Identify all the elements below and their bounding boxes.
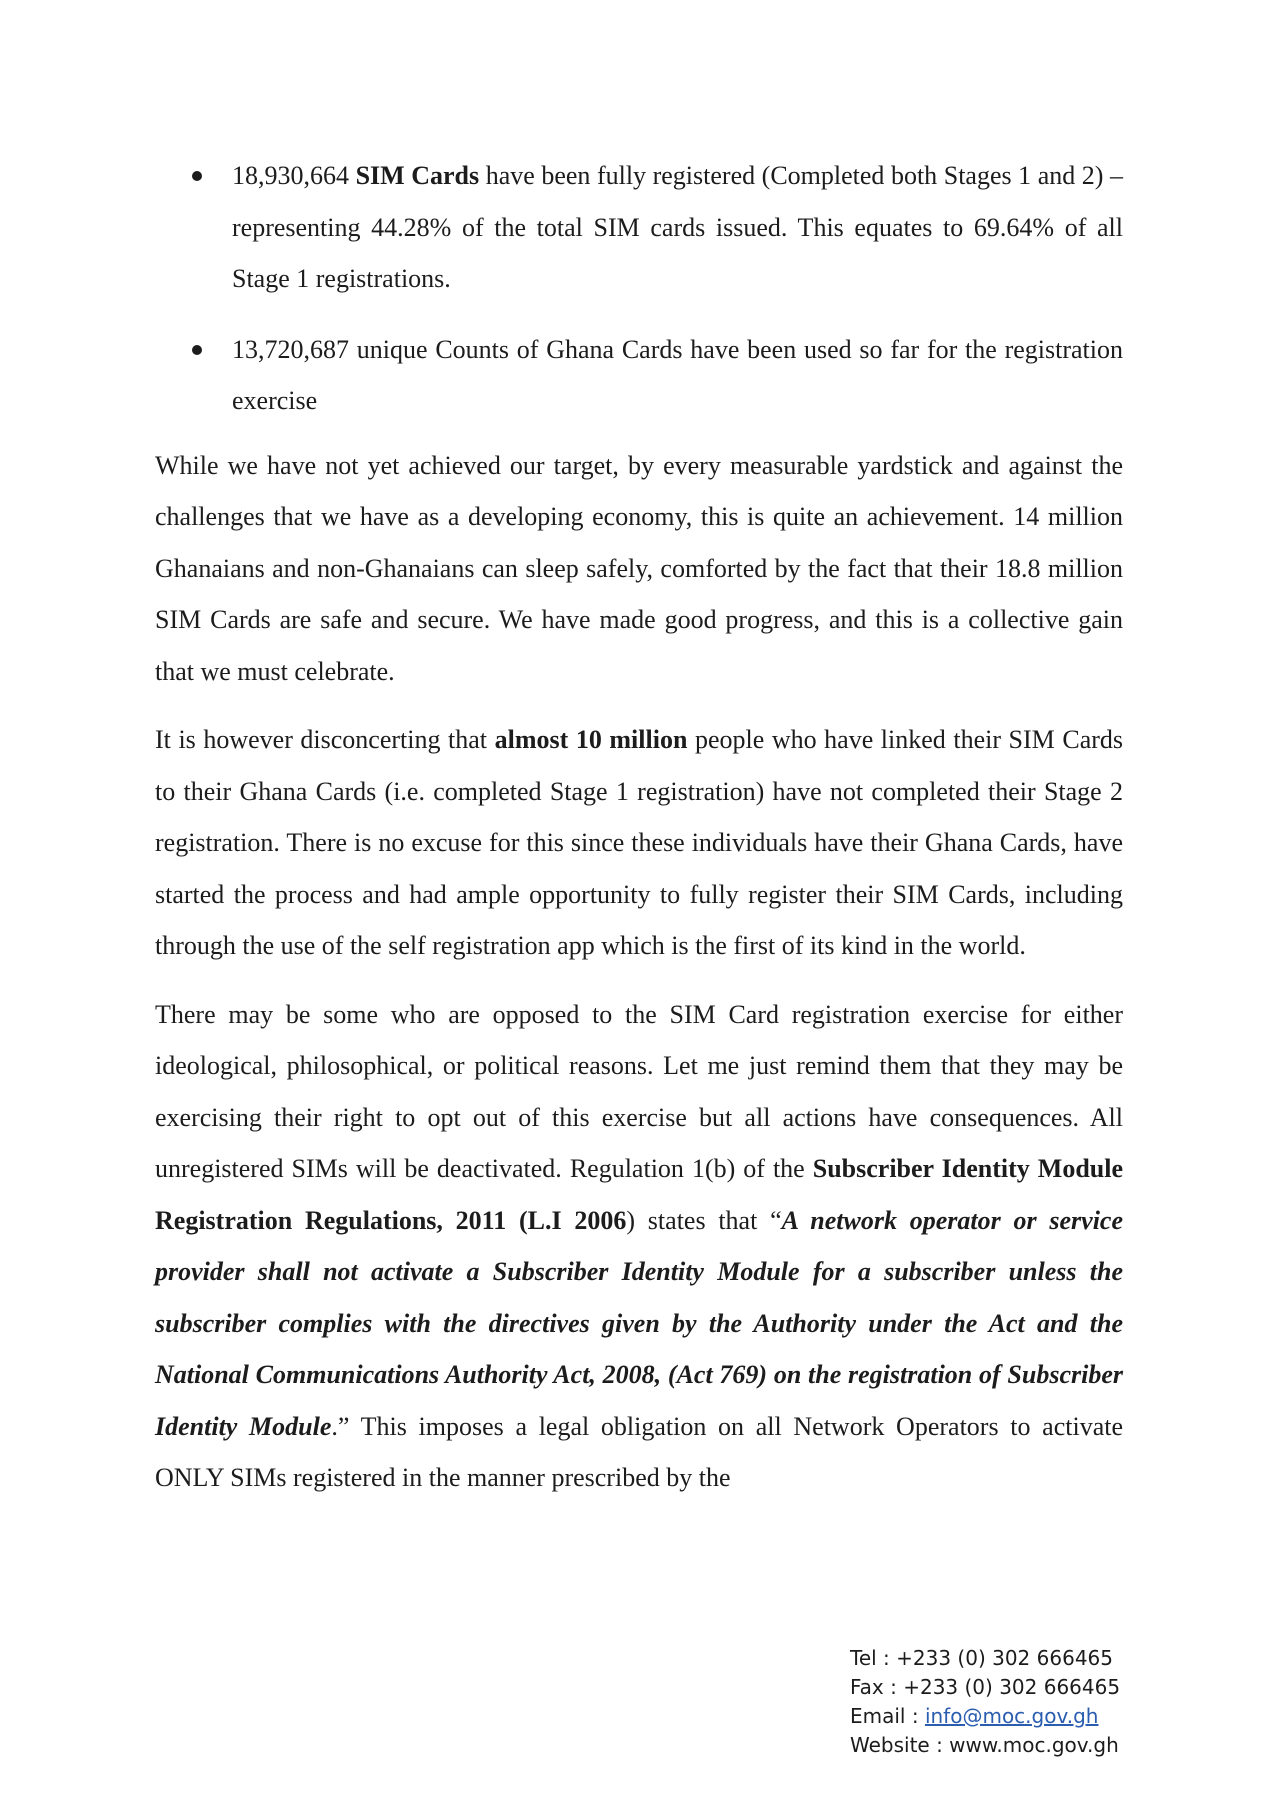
bullet-dot-icon — [192, 345, 202, 355]
paragraph-text-bold: almost 10 million — [494, 725, 688, 754]
contact-tel: Tel : +233 (0) 302 666465 — [850, 1646, 1113, 1670]
bullet-item-fully-registered — [155, 150, 1123, 305]
contact-email-row — [850, 1702, 1120, 1731]
paragraph-text-mid: ) states that “ — [626, 1205, 782, 1235]
email-link[interactable]: info@moc.gov.gh — [924, 1704, 1099, 1728]
bullet-dot-icon — [192, 171, 202, 181]
paragraph-text: While we have not yet achieved our target, by every measurable yardstick and against the challenges that we have as a developing economy, this is quite an achievement. 14 million Ghanaians and non-Ghanaians can sleep safely, comforted by the fact that their 18.8 million SIM Cards are safe and secure. We have made good progress, and this is a collective gain that we must celebrate. — [155, 450, 1123, 686]
contact-website: Website : www.moc.gov.gh — [850, 1733, 1119, 1757]
bullet-item-ghana-cards — [155, 324, 1123, 427]
paragraph-stage2-concern — [155, 714, 1123, 972]
bullet-text: 13,720,687 unique Counts of Ghana Cards have been used so far for the registration exercise — [232, 334, 1123, 415]
document-body — [155, 150, 1123, 1504]
bullet-text-pre: 18,930,664 — [232, 161, 356, 190]
paragraph-regulation — [155, 989, 1123, 1504]
paragraph-achievement — [155, 440, 1123, 698]
contact-email-label: Email : — [850, 1704, 925, 1728]
paragraph-text-post: .” This imposes a legal obligation on all Network Operators to activate ONLY SIMs registered in the manner prescribed by the — [155, 1411, 1124, 1492]
bullet-text-post: have been fully registered (Completed both Stages 1 and 2) – representing 44.28% of the total SIM cards issued. This equates to 69.64% of all Stage 1 registrations. — [232, 161, 1124, 293]
regulation-quote: A network operator or service provider shall not activate a Subscriber Identity Module for a subscriber unless the subscriber complies with the directives given by the Authority under the Act and the National Communications Authority Act, 2008, (Act 769) on the registration of Subscriber Identity Module — [155, 1205, 1123, 1441]
regulation-title: Subscriber Identity Module Registration Regulations, 2011 (L.I 2006 — [155, 1154, 1124, 1235]
paragraph-text-post: people who have linked their SIM Cards to their Ghana Cards (i.e. completed Stage 1 registration) have not completed their Stage 2 registration. There is no excuse for this since these individuals have their Ghana Cards, have started the process and had ample opportunity to fully register their SIM Cards, including through the use of the self registration app which is the first of its kind in the world. — [155, 725, 1124, 960]
paragraph-text-pre: There may be some who are opposed to the SIM Card registration exercise for either ideological, philosophical, or political reasons. Let me just remind them that they may be exercising their right to opt out of this exercise but all actions have consequences. All unregistered SIMs will be deactivated. Regulation 1(b) of the — [155, 999, 1123, 1183]
paragraph-text-pre: It is however disconcerting that — [155, 725, 495, 754]
bullet-text-bold: SIM Cards — [355, 161, 480, 190]
contact-fax: Fax : +233 (0) 302 666465 — [850, 1675, 1121, 1699]
contact-footer — [850, 1644, 1120, 1760]
statistics-bullet-list — [155, 150, 1123, 427]
